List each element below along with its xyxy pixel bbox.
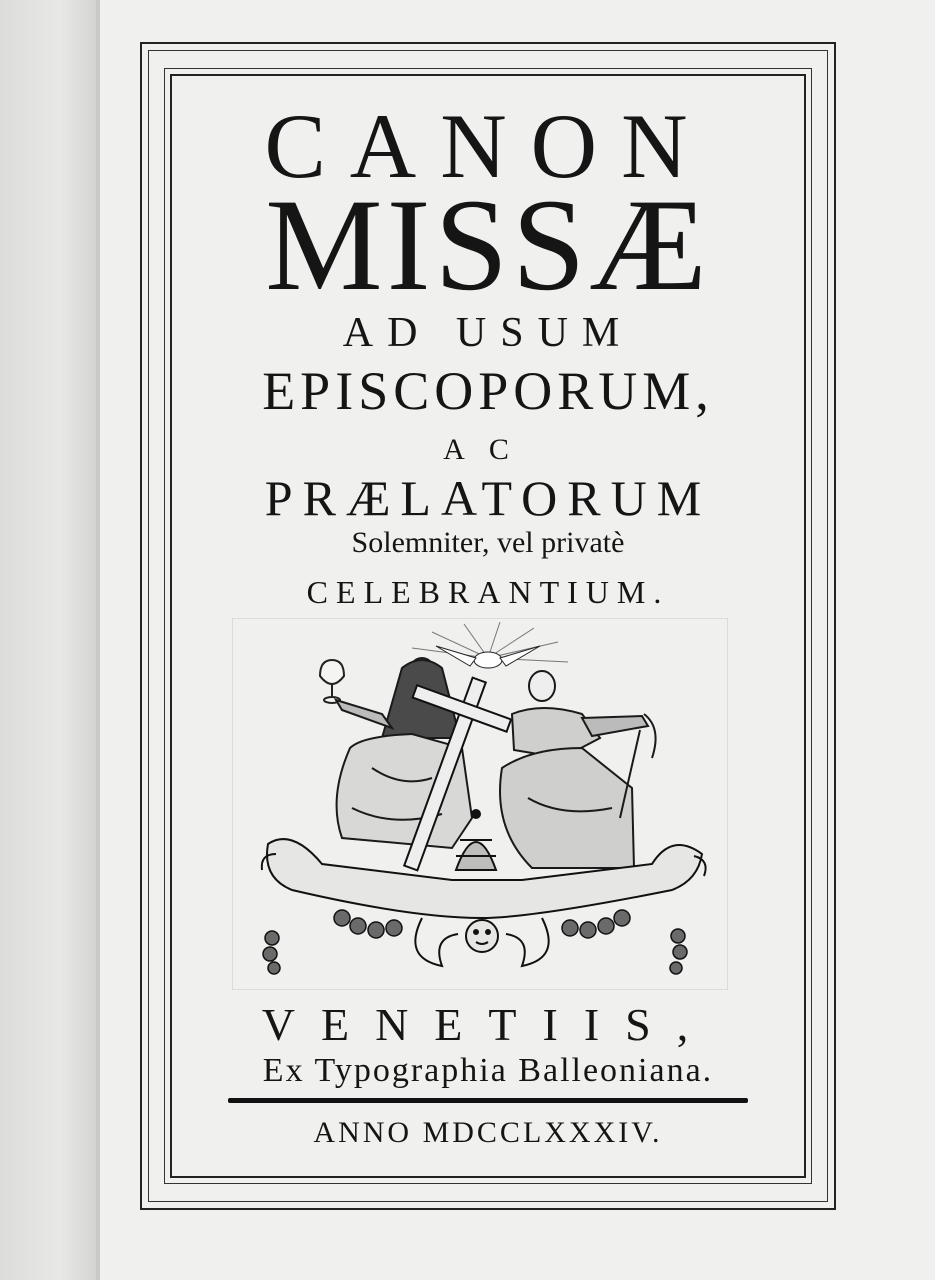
title-line-praelatorum: PRÆLATORUM [264,470,712,526]
imprint-press: Ex Typographia Balleoniana. [262,1052,714,1089]
chalice-icon [320,660,344,703]
imprint-rule [228,1098,748,1103]
title-line-ac: AC [443,433,533,466]
allegorical-engraving [232,618,728,990]
facing-page-edge [0,0,100,1280]
title-line-solemniter: Solemniter, vel privatè [351,526,625,559]
garland-right [562,910,687,974]
imprint-city: VENETIIS, [261,999,715,1050]
garland-left [263,910,402,974]
title-line-celebrantium: CELEBRANTIUM. [306,574,670,610]
title-line-episcoporum: EPISCOPORUM, [262,361,714,421]
figure-right [500,671,656,868]
title-line-ad-usum: AD USUM [342,310,634,356]
imprint-year: ANNO MDCCLXXXIV. [313,1116,663,1149]
title-line-canon: CANON [264,95,712,197]
title-line-missae: MISSÆ [265,171,711,318]
